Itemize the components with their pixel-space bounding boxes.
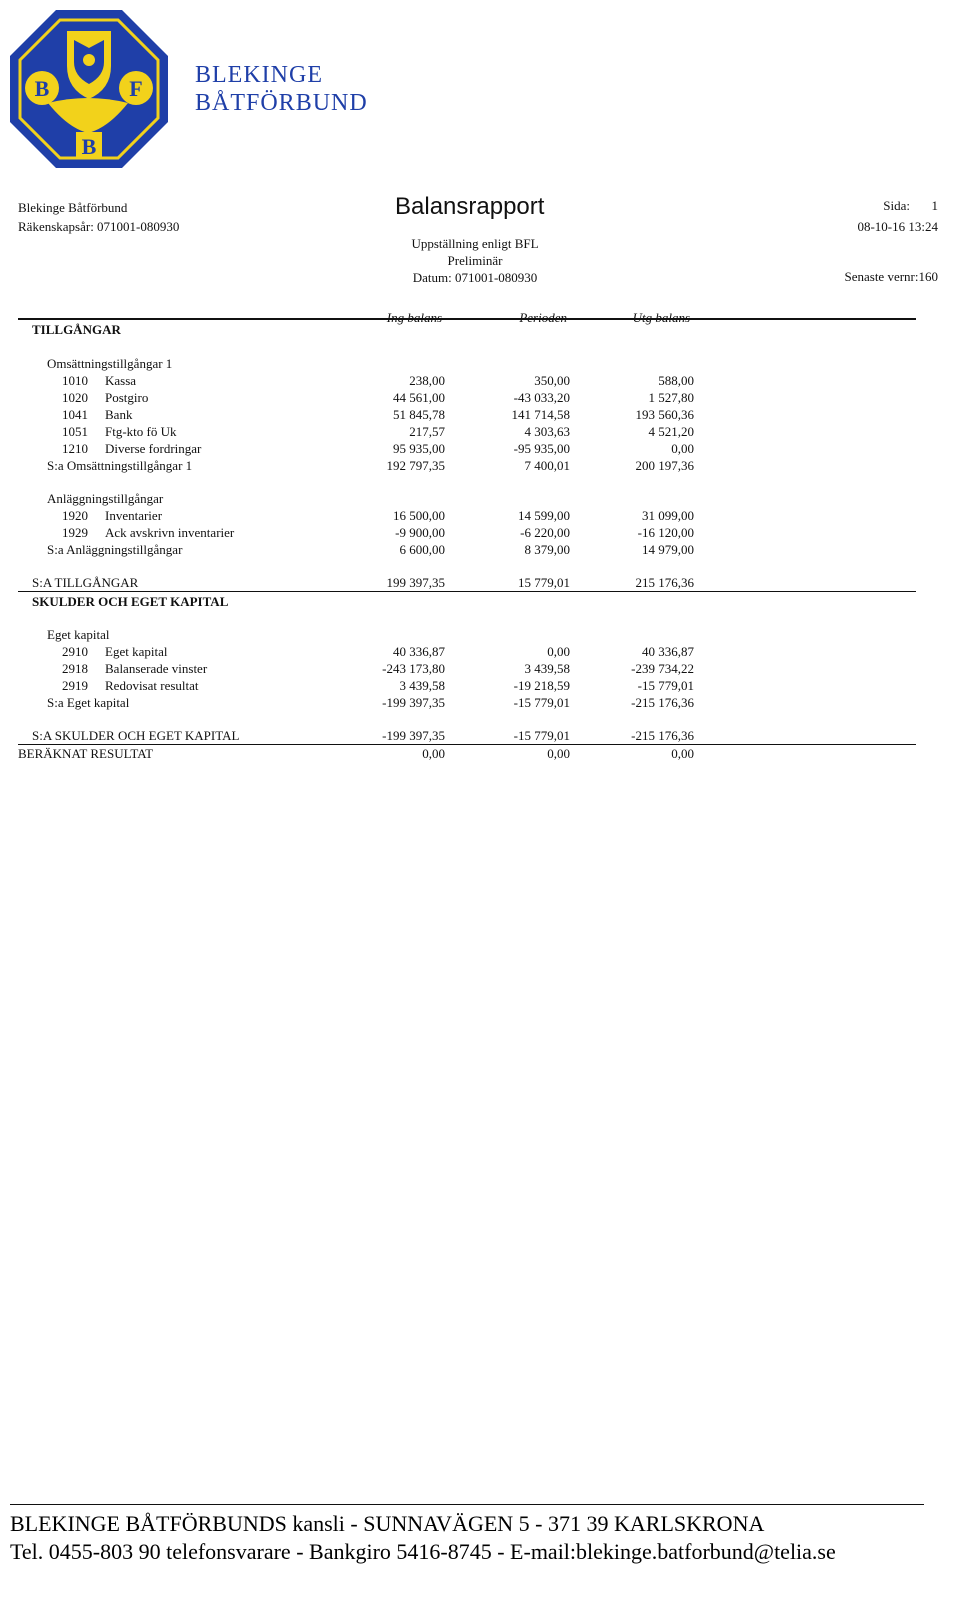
page-number: 1 — [931, 198, 938, 213]
closing-balance: 200 197,36 — [635, 458, 694, 473]
closing-balance: 193 560,36 — [635, 407, 694, 422]
opening-balance: -199 397,35 — [382, 728, 445, 743]
section-heading: SKULDER OCH EGET KAPITAL — [32, 594, 229, 609]
table-row — [0, 644, 960, 661]
table-row — [0, 458, 960, 475]
seal-letter-left: B — [34, 76, 50, 101]
account-name: Inventarier — [105, 508, 163, 523]
period-amount: 0,00 — [547, 644, 570, 659]
opening-balance: 51 845,78 — [393, 407, 445, 422]
period-amount: -19 218,59 — [513, 678, 570, 693]
report-subtitle: Uppställning enligt BFL — [411, 236, 539, 251]
total-label: S:A TILLGÅNGAR — [32, 575, 139, 590]
account-name: Postgiro — [105, 390, 149, 405]
period-amount: 141 714,58 — [511, 407, 570, 422]
closing-balance: -239 734,22 — [631, 661, 694, 676]
account-code: 1041 — [62, 407, 88, 422]
table-row — [0, 525, 960, 542]
table-row — [0, 356, 960, 373]
closing-balance: 31 099,00 — [642, 508, 694, 523]
period-amount: 350,00 — [534, 373, 570, 388]
table-row — [0, 575, 960, 592]
opening-balance: -243 173,80 — [382, 661, 445, 676]
table-row — [0, 390, 960, 407]
account-name: Ftg-kto fö Uk — [105, 424, 177, 439]
logo-name-line2: BÅTFÖRBUND — [195, 90, 368, 116]
group-label: Omsättningstillgångar 1 — [47, 356, 173, 371]
opening-balance: 192 797,35 — [386, 458, 445, 473]
period-amount: 14 599,00 — [518, 508, 570, 523]
account-name: Ack avskrivn inventarier — [105, 525, 235, 540]
table-row — [0, 424, 960, 441]
closing-balance: 0,00 — [671, 746, 694, 761]
closing-balance: -16 120,00 — [637, 525, 694, 540]
period-amount: -6 220,00 — [520, 525, 570, 540]
table-row — [0, 322, 960, 339]
period-amount: -15 779,01 — [513, 695, 570, 710]
account-name: Eget kapital — [105, 644, 168, 659]
total-rule — [18, 591, 916, 592]
federation-logo — [8, 8, 170, 170]
period-amount: 8 379,00 — [524, 542, 570, 557]
report-period: Datum: 071001-080930 — [412, 270, 538, 285]
header-rule — [18, 318, 916, 320]
period-amount: -43 033,20 — [513, 390, 570, 405]
closing-balance: -15 779,01 — [637, 678, 694, 693]
table-row — [0, 627, 960, 644]
period-amount: 0,00 — [547, 746, 570, 761]
opening-balance: 3 439,58 — [399, 678, 445, 693]
account-name: Redovisat resultat — [105, 678, 199, 693]
seal-letter-right: F — [129, 76, 143, 101]
table-row — [0, 728, 960, 745]
closing-balance: 215 176,36 — [635, 575, 694, 590]
account-code: 1210 — [62, 441, 88, 456]
table-row — [0, 594, 960, 611]
total-label: S:A SKULDER OCH EGET KAPITAL — [32, 728, 240, 743]
opening-balance: 0,00 — [422, 746, 445, 761]
opening-balance: 238,00 — [409, 373, 445, 388]
table-row — [0, 695, 960, 712]
account-code: 2919 — [62, 678, 88, 693]
footer-contact: Tel. 0455-803 90 telefonsvarare - Bankgiro 5416-8745 - E-mail:blekinge.batforbund@telia.se — [10, 1539, 836, 1564]
opening-balance: 6 600,00 — [399, 542, 445, 557]
section-heading: TILLGÅNGAR — [32, 322, 121, 337]
account-code: 2918 — [62, 661, 88, 676]
opening-balance: -9 900,00 — [395, 525, 445, 540]
closing-balance: 4 521,20 — [648, 424, 694, 439]
opening-balance: 199 397,35 — [386, 575, 445, 590]
account-code: 1051 — [62, 424, 88, 439]
table-row — [0, 542, 960, 559]
account-name: Bank — [105, 407, 133, 422]
closing-balance: 14 979,00 — [642, 542, 694, 557]
period-amount: -95 935,00 — [513, 441, 570, 456]
period-amount: -15 779,01 — [513, 728, 570, 743]
table-row — [0, 508, 960, 525]
logo-name-line1: BLEKINGE — [195, 62, 323, 88]
opening-balance: 40 336,87 — [393, 644, 445, 659]
subtotal-label: S:a Eget kapital — [47, 695, 130, 710]
report-datetime: 08-10-16 13:24 — [857, 219, 938, 234]
closing-balance: 588,00 — [658, 373, 694, 388]
account-name: Kassa — [105, 373, 137, 388]
total-rule — [18, 744, 916, 745]
table-row — [0, 441, 960, 458]
fiscal-year: Räkenskapsår: 071001-080930 — [18, 219, 180, 234]
period-amount: 4 303,63 — [524, 424, 570, 439]
group-label: Anläggningstillgångar — [47, 491, 164, 506]
footer-rule — [10, 1504, 924, 1505]
table-row — [0, 678, 960, 695]
table-row — [0, 746, 960, 763]
report-title: Balansrapport — [395, 193, 545, 220]
closing-balance: -215 176,36 — [631, 695, 694, 710]
account-code: 1920 — [62, 508, 88, 523]
period-amount: 3 439,58 — [524, 661, 570, 676]
table-row — [0, 373, 960, 390]
closing-balance: 0,00 — [671, 441, 694, 456]
opening-balance: 16 500,00 — [393, 508, 445, 523]
period-amount: 15 779,01 — [518, 575, 570, 590]
table-row — [0, 491, 960, 508]
page-label: Sida: — [883, 198, 910, 213]
period-amount: 7 400,01 — [524, 458, 570, 473]
opening-balance: 95 935,00 — [393, 441, 445, 456]
account-name: Balanserade vinster — [105, 661, 208, 676]
last-voucher: Senaste vernr:160 — [844, 269, 938, 284]
opening-balance: 217,57 — [409, 424, 445, 439]
account-code: 1020 — [62, 390, 88, 405]
account-code: 1929 — [62, 525, 88, 540]
account-code: 2910 — [62, 644, 88, 659]
org-name: Blekinge Båtförbund — [18, 200, 128, 215]
closing-balance: 40 336,87 — [642, 644, 694, 659]
report-status: Preliminär — [447, 253, 503, 268]
account-name: Diverse fordringar — [105, 441, 202, 456]
result-label: BERÄKNAT RESULTAT — [18, 746, 154, 761]
subtotal-label: S:a Omsättningstillgångar 1 — [47, 458, 193, 473]
opening-balance: 44 561,00 — [393, 390, 445, 405]
footer-address: BLEKINGE BÅTFÖRBUNDS kansli - SUNNAVÄGEN 5 - 371 39 KARLSKRONA — [10, 1511, 765, 1536]
subtotal-label: S:a Anläggningstillgångar — [47, 542, 183, 557]
account-code: 1010 — [62, 373, 88, 388]
table-row — [0, 661, 960, 678]
closing-balance: 1 527,80 — [648, 390, 694, 405]
opening-balance: -199 397,35 — [382, 695, 445, 710]
closing-balance: -215 176,36 — [631, 728, 694, 743]
group-label: Eget kapital — [47, 627, 110, 642]
table-row — [0, 407, 960, 424]
seal-letter-bottom: B — [81, 134, 97, 159]
